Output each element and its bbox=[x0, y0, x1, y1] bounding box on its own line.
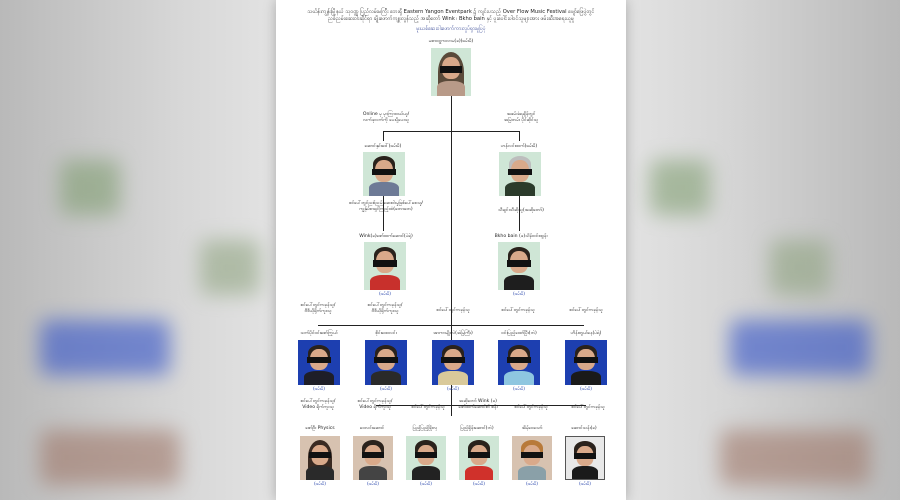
level3-status-2: (ဖမ်းမိ) bbox=[379, 387, 393, 392]
level3-photo-3 bbox=[432, 340, 474, 385]
connector-line bbox=[383, 131, 384, 141]
level2-left-status: (ဖမ်းမိ) bbox=[378, 292, 392, 297]
level4-status-6: (ဖမ်းမိ) bbox=[578, 482, 592, 487]
connector-line bbox=[383, 131, 519, 132]
level4-name-5: အိမ့်ဝေသော် bbox=[521, 426, 543, 431]
org-chart-document bbox=[276, 0, 626, 500]
level2-right-status: (ဖမ်းမိ) bbox=[512, 292, 526, 297]
level3-name-5: ဟိန်းတွယ်နေ(ပဲရဲ) bbox=[570, 331, 602, 336]
connector-line bbox=[318, 325, 584, 326]
level3-name-2: စိုင်းထေလင်း bbox=[375, 331, 397, 336]
level3-status-5: (ဖမ်းမိ) bbox=[579, 387, 593, 392]
background-blur-right-4 bbox=[720, 430, 870, 485]
level2-left-role: စင်ပေါ်တွင်ညစ်ညမ်းဆေးဝါးမှုဖြစ်ပေါ်စေသူ/ ကျွန်ုပ်စာရှင်ကြည့်ထံ(တောတေ) bbox=[349, 201, 423, 212]
level4-status-1: (ဖမ်းမိ) bbox=[313, 482, 327, 487]
level4-role-3: စင်ပေါ်တွင်ကခုန်သူ bbox=[411, 405, 445, 410]
level4-photo-5 bbox=[512, 436, 552, 480]
background-blur-left-4 bbox=[40, 430, 180, 485]
level4-role-6: စင်ပေါ်တွင်ကခုန်သူ bbox=[571, 405, 605, 410]
level3-photo-1 bbox=[298, 340, 340, 385]
level3-photo-5 bbox=[565, 340, 607, 385]
level1-left-name: ဆောင်နှင်းဒေါ်(ဖမ်းမိ) bbox=[364, 144, 402, 149]
level4-status-5: (ဖမ်းမိ) bbox=[525, 482, 539, 487]
top-person-name: မဇာဝဋ္ဋကလာမ(ခ)(ဖမ်းမိ) bbox=[428, 39, 474, 44]
level3-role-4: စင်ပေါ်တွင်ကခုန်သူ bbox=[501, 308, 535, 313]
chart-subtitle: မူးယစ်ဆေးဝါးဖောက်ကားလှုပ်ရှားမှုပြပုံ bbox=[416, 26, 486, 32]
level3-role-3: စင်ပေါ်တွင်ကခုန်သူ bbox=[436, 308, 470, 313]
background-blur-right-3 bbox=[730, 320, 870, 375]
level4-name-4: ပြည့်ရှိန်းဆောင်(ဘဲ) bbox=[460, 426, 494, 431]
header-line-1: သင်္ဃန်းကျွန်းမြို့နယ် သုဝဏ္ဏ ပြည်လမ်းမကြီး ဘေးရှိ Eastern Yangon Eventpark ၌ ကျင်းပသည့် Over Flow Music Festival ဖျော်ဖြေပွဲတွင် bbox=[307, 9, 595, 15]
level4-role-2: စင်ပေါ်တွင်ကခုန်သူ/ Video ရိုက်ကူးသူ bbox=[357, 399, 393, 410]
level4-name-1: ဇော်ဦး Physics bbox=[305, 426, 335, 431]
level3-status-3: (ဖမ်းမိ) bbox=[446, 387, 460, 392]
level4-status-3: (ဖမ်းမိ) bbox=[419, 482, 433, 487]
level2-left-name: Wink(ခ)ဇော်ထက်ဆောင်(ပဲရဲ) bbox=[359, 234, 413, 239]
level3-photo-2 bbox=[365, 340, 407, 385]
level3-name-4: ဝင်းပြည့်ထော်ပြီး(ဘဲ) bbox=[501, 331, 537, 336]
level3-name-1: သက်ပိုင်ဝင်းဇော်ကြွယ် bbox=[300, 331, 338, 336]
level4-status-4: (ဖမ်းမိ) bbox=[472, 482, 486, 487]
level4-photo-3 bbox=[406, 436, 446, 480]
level4-status-2: (ဖမ်းမိ) bbox=[366, 482, 380, 487]
level1-right-role: အဖမ်းခံရချိန်တွင် အမြဲတမ်း ပိုင်ဆိုင်သူ bbox=[504, 112, 538, 123]
level2-right-name: Bkho bain (ခ)သိန်းဝင်းထွန်း bbox=[494, 234, 548, 239]
level4-photo-6 bbox=[565, 436, 605, 480]
level2-right-role: သီချင်းသီဆိုသူ(အဆိုတော်) bbox=[498, 208, 544, 213]
level3-role-2: စင်ပေါ်တွင်ကခုန်သူ/ ဗီဒီယိုရိုက်ကူးသူ bbox=[367, 303, 403, 314]
level3-role-1: စင်ပေါ်တွင်ကခုန်သူ/ ဗီဒီယိုရိုက်ကူးသူ bbox=[300, 303, 336, 314]
level3-name-3: အာကာမျိုးလဲ(အဲမြကြီး) bbox=[433, 331, 473, 336]
level3-photo-4 bbox=[498, 340, 540, 385]
level1-left-role: Online မှ မှာကြားဝယ်ယူ/ လက်ခုလက်ကို ပေးပို့ပေးသူ bbox=[362, 112, 410, 123]
header-line-2: ညစ်ညမ်းဆေးဝါးဆိုင်ရာ ချိုးဖောက်ကျူးလွန်သည့် အဆိုတော် Wink ၊ Bkho bain နှင့် ပူးပေါင်းပါဝင်သူများအား ဖမ်းဆီးအရေးယူမှု bbox=[327, 16, 575, 22]
connector-line bbox=[519, 131, 520, 141]
level4-name-6: ဆောင်သန်း(ခ) bbox=[571, 426, 597, 431]
level3-role-5: စင်ပေါ်တွင်ကခုန်သူ bbox=[569, 308, 603, 313]
level4-name-2: ဝေလင်းဆောင် bbox=[359, 426, 385, 431]
level3-status-4: (ဖမ်းမိ) bbox=[512, 387, 526, 392]
chart-header bbox=[282, 9, 620, 23]
level2-left-photo bbox=[364, 242, 406, 290]
level4-photo-1 bbox=[300, 436, 340, 480]
level4-role-5: စင်ပေါ်တွင်ကခုန်သူ bbox=[514, 405, 548, 410]
level4-photo-2 bbox=[353, 436, 393, 480]
level4-role-1: စင်ပေါ်တွင်ကခုန်သူ/ Video ရိုက်ကူးသူ bbox=[300, 399, 336, 410]
level4-role-4: အဆိုတော် Wink (ခ) ဇော်ထက်ဆောင်၏ ဇနီး bbox=[458, 399, 498, 410]
level1-right-photo bbox=[499, 152, 541, 196]
level3-status-1: (ဖမ်းမိ) bbox=[312, 387, 326, 392]
background-blur-right-2 bbox=[770, 240, 830, 295]
level4-name-3: ပြည့်ပြည့်ဖြိုးလှ bbox=[412, 426, 438, 431]
level1-left-photo bbox=[363, 152, 405, 196]
background-blur-right-1 bbox=[650, 160, 710, 215]
level4-photo-4 bbox=[459, 436, 499, 480]
background-blur-left-2 bbox=[200, 240, 260, 295]
level2-right-photo bbox=[498, 242, 540, 290]
level1-right-name: ဟန်လင်းထက်(ဖမ်းမိ) bbox=[500, 144, 538, 149]
background-blur-left-1 bbox=[60, 160, 120, 215]
background-blur-left-3 bbox=[40, 320, 170, 375]
top-person-photo bbox=[431, 48, 471, 96]
